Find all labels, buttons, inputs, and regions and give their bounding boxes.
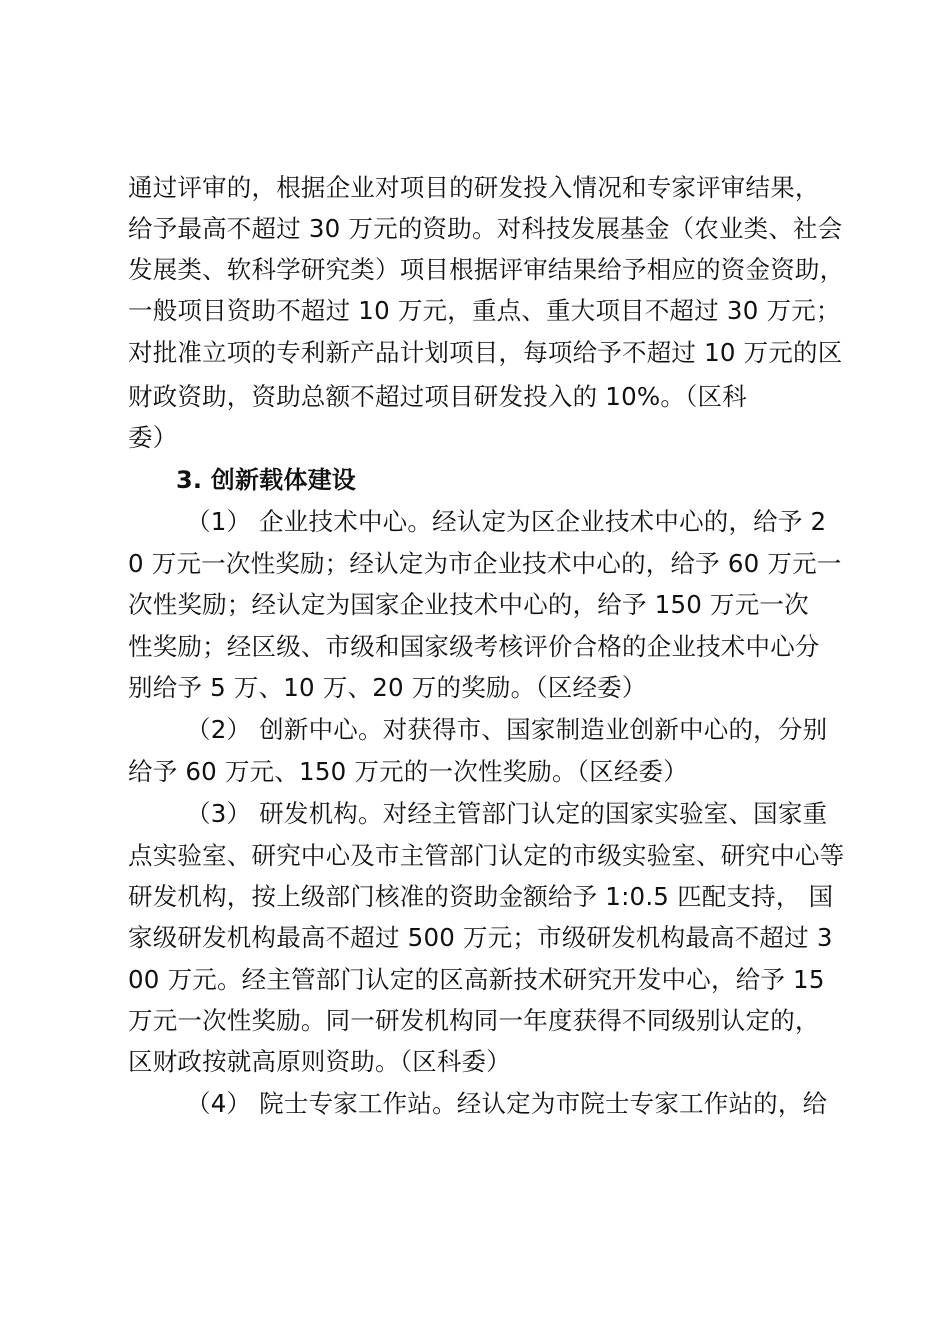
paragraph-line: 0 万元一次性奖励；经认定为市企业技术中心的，给予 60 万元一 <box>128 549 842 578</box>
paragraph-line: 家级研发机构最高不超过 500 万元；市级研发机构最高不超过 3 <box>128 923 833 952</box>
paragraph-line: （3） 研发机构。对经主管部门认定的国家实验室、国家重 <box>186 799 828 828</box>
paragraph-line: 给予最高不超过 30 万元的资助。对科技发展基金（农业类、社会 <box>128 214 843 243</box>
paragraph-line: 区财政按就高原则资助。（区科委） <box>128 1047 511 1076</box>
section-heading: 3. 创新载体建设 <box>176 466 356 494</box>
paragraph-line: 次性奖励；经认定为国家企业技术中心的，给予 150 万元一次 <box>128 590 809 619</box>
paragraph-line: 发展类、软科学研究类）项目根据评审结果给予相应的资金资助， <box>128 255 845 284</box>
paragraph-line: 财政资助，资助总额不超过项目研发投入的 10%。（区科 <box>128 382 747 411</box>
paragraph-line: 别给予 5 万、10 万、20 万的奖励。（区经委） <box>128 673 647 702</box>
paragraph-line: 万元一次性奖励。同一研发机构同一年度获得不同级别认定的， <box>128 1006 820 1035</box>
paragraph-line: 一般项目资助不超过 10 万元，重点、重大项目不超过 30 万元； <box>128 296 841 325</box>
paragraph-line: （4） 院士专家工作站。经认定为市院士专家工作站的，给 <box>186 1089 828 1118</box>
paragraph-line: （1） 企业技术中心。经认定为区企业技术中心的，给予 2 <box>186 507 827 536</box>
paragraph-line: 性奖励；经区级、市级和国家级考核评价合格的企业技术中心分 <box>128 632 820 661</box>
paragraph-line: 研发机构，按上级部门核准的资助金额给予 1:0.5 匹配支持， 国 <box>128 882 834 911</box>
paragraph-line: 00 万元。经主管部门认定的区高新技术研究开发中心，给予 15 <box>128 965 825 994</box>
paragraph-line: 通过评审的，根据企业对项目的研发投入情况和专家评审结果， <box>128 173 820 202</box>
paragraph-line: 给予 60 万元、150 万元的一次性奖励。（区经委） <box>128 757 688 786</box>
paragraph-line: 委） <box>128 423 178 452</box>
paragraph-line: 对批准立项的专利新产品计划项目，每项给予不超过 10 万元的区 <box>128 338 843 367</box>
paragraph-line: （2） 创新中心。对获得市、国家制造业创新中心的，分别 <box>186 715 828 744</box>
paragraph-line: 点实验室、研究中心及市主管部门认定的市级实验室、研究中心等 <box>128 841 845 870</box>
